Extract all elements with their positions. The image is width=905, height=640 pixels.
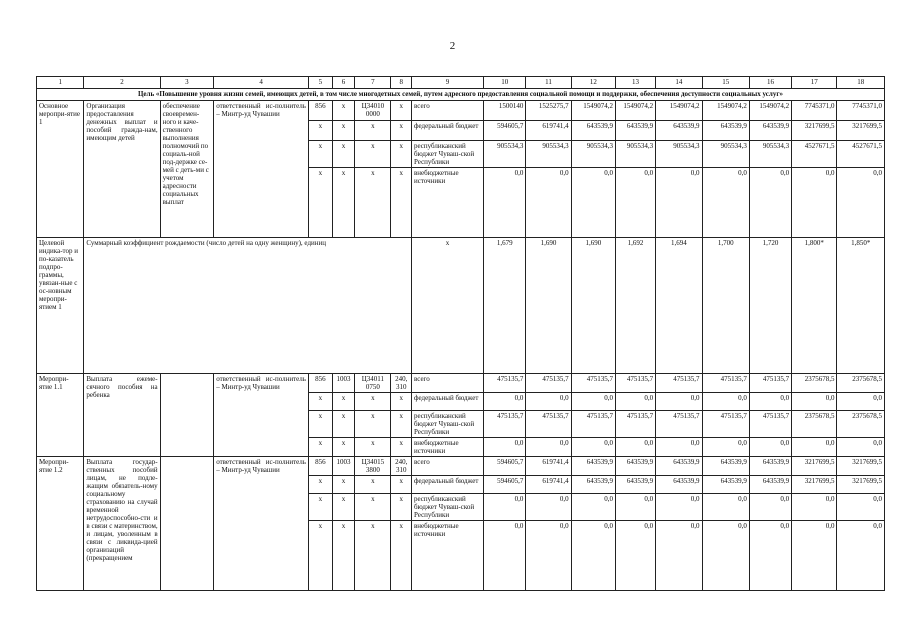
amount-cell: 3217699,5 <box>837 457 885 476</box>
indicator-row <box>37 238 885 374</box>
code-cell: 856 <box>308 101 332 121</box>
code-cell: 240, 310 <box>391 374 412 393</box>
code-cell: 856 <box>308 457 332 476</box>
funding-source: внебюджетные источники <box>411 521 483 591</box>
amount-cell: 643539,9 <box>615 457 655 476</box>
amount-cell: 3217699,5 <box>792 476 837 494</box>
code-cell: x <box>332 494 355 521</box>
funding-source: федеральный бюджет <box>411 121 483 141</box>
amount-cell: 2375678,5 <box>792 374 837 393</box>
amount-cell: 0,0 <box>484 521 526 591</box>
code-cell: x <box>332 521 355 591</box>
activity-1-2-group <box>37 457 885 591</box>
code-cell: x <box>308 168 332 238</box>
code-cell: x <box>391 393 412 411</box>
code-cell: x <box>308 411 332 438</box>
amount-cell: 4527671,5 <box>837 141 885 168</box>
amount-cell: 1549074,2 <box>656 101 702 121</box>
amount-cell: 0,0 <box>615 494 655 521</box>
amount-cell: 0,0 <box>749 521 791 591</box>
activity-col2: Организация предоставления денежных выплат и пособий гражда-нам, имеющим детей <box>84 101 160 238</box>
activity-1-1-group <box>37 374 885 457</box>
amount-cell: 905534,3 <box>656 141 702 168</box>
amount-cell: 0,0 <box>571 168 615 238</box>
amount-cell: 475135,7 <box>526 411 571 438</box>
funding-source: федеральный бюджет <box>411 476 483 494</box>
amount-cell: 0,0 <box>571 494 615 521</box>
activity-col2: Выплата ежеме-сячного пособия на ребенка <box>84 374 160 457</box>
amount-cell: 1549074,2 <box>749 101 791 121</box>
code-cell: x <box>355 411 391 438</box>
budget-row <box>37 457 885 476</box>
amount-cell: 475135,7 <box>615 374 655 393</box>
code-cell: x <box>355 494 391 521</box>
amount-cell: 2375678,5 <box>792 411 837 438</box>
code-cell: Ц34015 3800 <box>355 457 391 476</box>
amount-cell: 594605,7 <box>484 457 526 476</box>
code-cell: x <box>391 411 412 438</box>
amount-cell: 475135,7 <box>656 374 702 393</box>
code-cell: Ц34010 0000 <box>355 101 391 121</box>
header-cell: 4 <box>214 77 309 89</box>
activity-col4: ответственный ис-полнитель – Минтр-уд Чувашии <box>214 457 309 591</box>
amount-cell: 1500140 <box>484 101 526 121</box>
indicator-col9: x <box>411 238 483 374</box>
amount-cell: 475135,7 <box>656 411 702 438</box>
indicator-label: Целевой индика-тор и по-казатель подпро-граммы, увязан-ные с ос-новным меропри-ятием 1 <box>37 238 84 374</box>
amount-cell: 643539,9 <box>615 121 655 141</box>
amount-cell: 1549074,2 <box>702 101 749 121</box>
amount-cell: 0,0 <box>837 438 885 457</box>
code-cell: x <box>391 438 412 457</box>
amount-cell: 475135,7 <box>749 411 791 438</box>
amount-cell: 643539,9 <box>702 121 749 141</box>
amount-cell: 0,0 <box>749 393 791 411</box>
amount-cell: 643539,9 <box>656 121 702 141</box>
indicator-value: 1,679 <box>484 238 526 374</box>
header-cell: 15 <box>702 77 749 89</box>
funding-source: всего <box>411 101 483 121</box>
indicator-description: Суммарный коэффициент рождаемости (число детей на одну женщину), единиц <box>84 238 412 374</box>
activity-1-group <box>37 101 885 238</box>
funding-source: республиканский бюджет Чуваш-ской Республики <box>411 411 483 438</box>
code-cell: x <box>355 476 391 494</box>
amount-cell: 643539,9 <box>702 457 749 476</box>
amount-cell: 0,0 <box>571 521 615 591</box>
code-cell: x <box>308 476 332 494</box>
amount-cell: 0,0 <box>702 393 749 411</box>
budget-row <box>37 374 885 393</box>
amount-cell: 1549074,2 <box>615 101 655 121</box>
amount-cell: 0,0 <box>484 393 526 411</box>
activity-col3: обеспечение своевремен-ного и каче-ственного выполнения полномочий по социаль-ной под-держке се-мей с деть-ми с учетом адресности социальных выплат <box>160 101 214 238</box>
indicator-value: 1,800* <box>792 238 837 374</box>
column-number-row <box>37 77 885 89</box>
code-cell: x <box>355 168 391 238</box>
amount-cell: 594605,7 <box>484 121 526 141</box>
code-cell: 1003 <box>332 457 355 476</box>
goal-text: Цель «Повышение уровня жизни семей, имеющих детей, в том числе многодетных семей, путем адресного предоставления социальной помощи и поддержки, обеспечения доступности социальных услуг» <box>37 89 885 101</box>
amount-cell: 643539,9 <box>571 457 615 476</box>
amount-cell: 0,0 <box>571 393 615 411</box>
code-cell: x <box>308 494 332 521</box>
amount-cell: 0,0 <box>526 393 571 411</box>
amount-cell: 905534,3 <box>571 141 615 168</box>
code-cell: x <box>332 393 355 411</box>
amount-cell: 619741,4 <box>526 476 571 494</box>
amount-cell: 643539,9 <box>571 121 615 141</box>
amount-cell: 1525275,7 <box>526 101 571 121</box>
funding-source: республиканский бюджет Чуваш-ской Республики <box>411 141 483 168</box>
amount-cell: 905534,3 <box>526 141 571 168</box>
activity-col3 <box>160 374 214 457</box>
amount-cell: 643539,9 <box>749 457 791 476</box>
amount-cell: 475135,7 <box>571 411 615 438</box>
funding-source: республиканский бюджет Чуваш-ской Республики <box>411 494 483 521</box>
funding-source: федеральный бюджет <box>411 393 483 411</box>
code-cell: x <box>355 521 391 591</box>
header-cell: 7 <box>355 77 391 89</box>
amount-cell: 0,0 <box>837 393 885 411</box>
header-cell: 1 <box>37 77 84 89</box>
code-cell: x <box>391 168 412 238</box>
page-number: 2 <box>449 40 456 52</box>
amount-cell: 905534,3 <box>702 141 749 168</box>
amount-cell: 0,0 <box>792 393 837 411</box>
amount-cell: 0,0 <box>484 494 526 521</box>
amount-cell: 1549074,2 <box>571 101 615 121</box>
amount-cell: 0,0 <box>749 438 791 457</box>
code-cell: x <box>332 438 355 457</box>
amount-cell: 0,0 <box>837 494 885 521</box>
amount-cell: 3217699,5 <box>792 121 837 141</box>
amount-cell: 475135,7 <box>571 374 615 393</box>
amount-cell: 0,0 <box>615 438 655 457</box>
amount-cell: 0,0 <box>656 521 702 591</box>
indicator-value: 1,720 <box>749 238 791 374</box>
amount-cell: 0,0 <box>656 494 702 521</box>
budget-row <box>37 101 885 121</box>
indicator-value: 1,690 <box>526 238 571 374</box>
amount-cell: 7745371,0 <box>792 101 837 121</box>
amount-cell: 0,0 <box>526 494 571 521</box>
amount-cell: 0,0 <box>571 438 615 457</box>
amount-cell: 0,0 <box>615 521 655 591</box>
header-cell: 13 <box>615 77 655 89</box>
header-cell: 6 <box>332 77 355 89</box>
indicator-value: 1,692 <box>615 238 655 374</box>
amount-cell: 0,0 <box>837 521 885 591</box>
amount-cell: 475135,7 <box>615 411 655 438</box>
amount-cell: 3217699,5 <box>837 121 885 141</box>
funding-source: всего <box>411 374 483 393</box>
header-cell: 10 <box>484 77 526 89</box>
header-cell: 12 <box>571 77 615 89</box>
header-cell: 18 <box>837 77 885 89</box>
code-cell: x <box>332 411 355 438</box>
indicator-group <box>37 238 885 374</box>
amount-cell: 643539,9 <box>749 121 791 141</box>
code-cell: Ц34011 0750 <box>355 374 391 393</box>
amount-cell: 0,0 <box>749 494 791 521</box>
amount-cell: 0,0 <box>656 438 702 457</box>
amount-cell: 0,0 <box>702 494 749 521</box>
code-cell: x <box>355 438 391 457</box>
header-cell: 3 <box>160 77 214 89</box>
header-cell: 11 <box>526 77 571 89</box>
amount-cell: 475135,7 <box>702 374 749 393</box>
code-cell: x <box>332 101 355 121</box>
code-cell: x <box>391 101 412 121</box>
code-cell: x <box>355 141 391 168</box>
amount-cell: 905534,3 <box>615 141 655 168</box>
amount-cell: 0,0 <box>792 494 837 521</box>
amount-cell: 643539,9 <box>656 476 702 494</box>
amount-cell: 0,0 <box>792 438 837 457</box>
activity-col4: ответственный ис-полнитель – Минтр-уд Чувашии <box>214 374 309 457</box>
amount-cell: 0,0 <box>656 168 702 238</box>
header-cell: 17 <box>792 77 837 89</box>
indicator-value: 1,690 <box>571 238 615 374</box>
code-cell: x <box>308 393 332 411</box>
activity-col2: Выплата государ-ственных пособий лицам, не подле-жащим обязатель-ному социальному страхованию на случай временной нетрудоспособно-сти и в связи с материнством, и лицам, уволенным в связи с ликвида-цией организаций (прекращением <box>84 457 160 591</box>
program-table <box>36 76 885 591</box>
amount-cell: 0,0 <box>837 168 885 238</box>
code-cell: x <box>332 476 355 494</box>
header-cell: 8 <box>391 77 412 89</box>
code-cell: 1003 <box>332 374 355 393</box>
amount-cell: 643539,9 <box>615 476 655 494</box>
amount-cell: 0,0 <box>656 393 702 411</box>
code-cell: x <box>332 141 355 168</box>
goal-row <box>37 89 885 101</box>
amount-cell: 475135,7 <box>702 411 749 438</box>
header-cell: 9 <box>411 77 483 89</box>
amount-cell: 3217699,5 <box>837 476 885 494</box>
amount-cell: 0,0 <box>526 521 571 591</box>
amount-cell: 643539,9 <box>702 476 749 494</box>
header-cell: 14 <box>656 77 702 89</box>
amount-cell: 643539,9 <box>749 476 791 494</box>
amount-cell: 7745371,0 <box>837 101 885 121</box>
indicator-value: 1,850* <box>837 238 885 374</box>
header-cell: 16 <box>749 77 791 89</box>
amount-cell: 0,0 <box>702 168 749 238</box>
amount-cell: 905534,3 <box>484 141 526 168</box>
amount-cell: 0,0 <box>792 521 837 591</box>
activity-col4: ответственный ис-полнитель – Минтр-уд Чувашии <box>214 101 309 238</box>
code-cell: x <box>391 476 412 494</box>
amount-cell: 594605,7 <box>484 476 526 494</box>
indicator-value: 1,700 <box>702 238 749 374</box>
amount-cell: 0,0 <box>792 168 837 238</box>
amount-cell: 643539,9 <box>571 476 615 494</box>
header-cell: 5 <box>308 77 332 89</box>
funding-source: внебюджетные источники <box>411 168 483 238</box>
amount-cell: 0,0 <box>749 168 791 238</box>
code-cell: x <box>391 141 412 168</box>
amount-cell: 3217699,5 <box>792 457 837 476</box>
activity-col1: Меропри-ятие 1.2 <box>37 457 84 591</box>
amount-cell: 0,0 <box>526 438 571 457</box>
amount-cell: 643539,9 <box>656 457 702 476</box>
amount-cell: 0,0 <box>615 393 655 411</box>
amount-cell: 475135,7 <box>749 374 791 393</box>
header-cell: 2 <box>84 77 160 89</box>
code-cell: x <box>308 438 332 457</box>
amount-cell: 0,0 <box>702 521 749 591</box>
amount-cell: 0,0 <box>526 168 571 238</box>
code-cell: x <box>391 121 412 141</box>
amount-cell: 2375678,5 <box>837 411 885 438</box>
amount-cell: 0,0 <box>702 438 749 457</box>
amount-cell: 619741,4 <box>526 121 571 141</box>
activity-col1: Основное меропри-ятие 1 <box>37 101 84 238</box>
amount-cell: 0,0 <box>484 168 526 238</box>
code-cell: x <box>332 121 355 141</box>
amount-cell: 475135,7 <box>526 374 571 393</box>
amount-cell: 4527671,5 <box>792 141 837 168</box>
amount-cell: 0,0 <box>484 438 526 457</box>
amount-cell: 619741,4 <box>526 457 571 476</box>
code-cell: 240, 310 <box>391 457 412 476</box>
code-cell: x <box>308 141 332 168</box>
activity-col3 <box>160 457 214 591</box>
funding-source: внебюджетные источники <box>411 438 483 457</box>
code-cell: x <box>391 521 412 591</box>
code-cell: x <box>308 121 332 141</box>
amount-cell: 0,0 <box>615 168 655 238</box>
amount-cell: 2375678,5 <box>837 374 885 393</box>
code-cell: x <box>308 521 332 591</box>
funding-source: всего <box>411 457 483 476</box>
code-cell: x <box>391 494 412 521</box>
activity-col1: Меропри-ятие 1.1 <box>37 374 84 457</box>
code-cell: x <box>355 121 391 141</box>
code-cell: x <box>355 393 391 411</box>
code-cell: x <box>332 168 355 238</box>
code-cell: 856 <box>308 374 332 393</box>
amount-cell: 905534,3 <box>749 141 791 168</box>
amount-cell: 475135,7 <box>484 411 526 438</box>
indicator-value: 1,694 <box>656 238 702 374</box>
amount-cell: 475135,7 <box>484 374 526 393</box>
